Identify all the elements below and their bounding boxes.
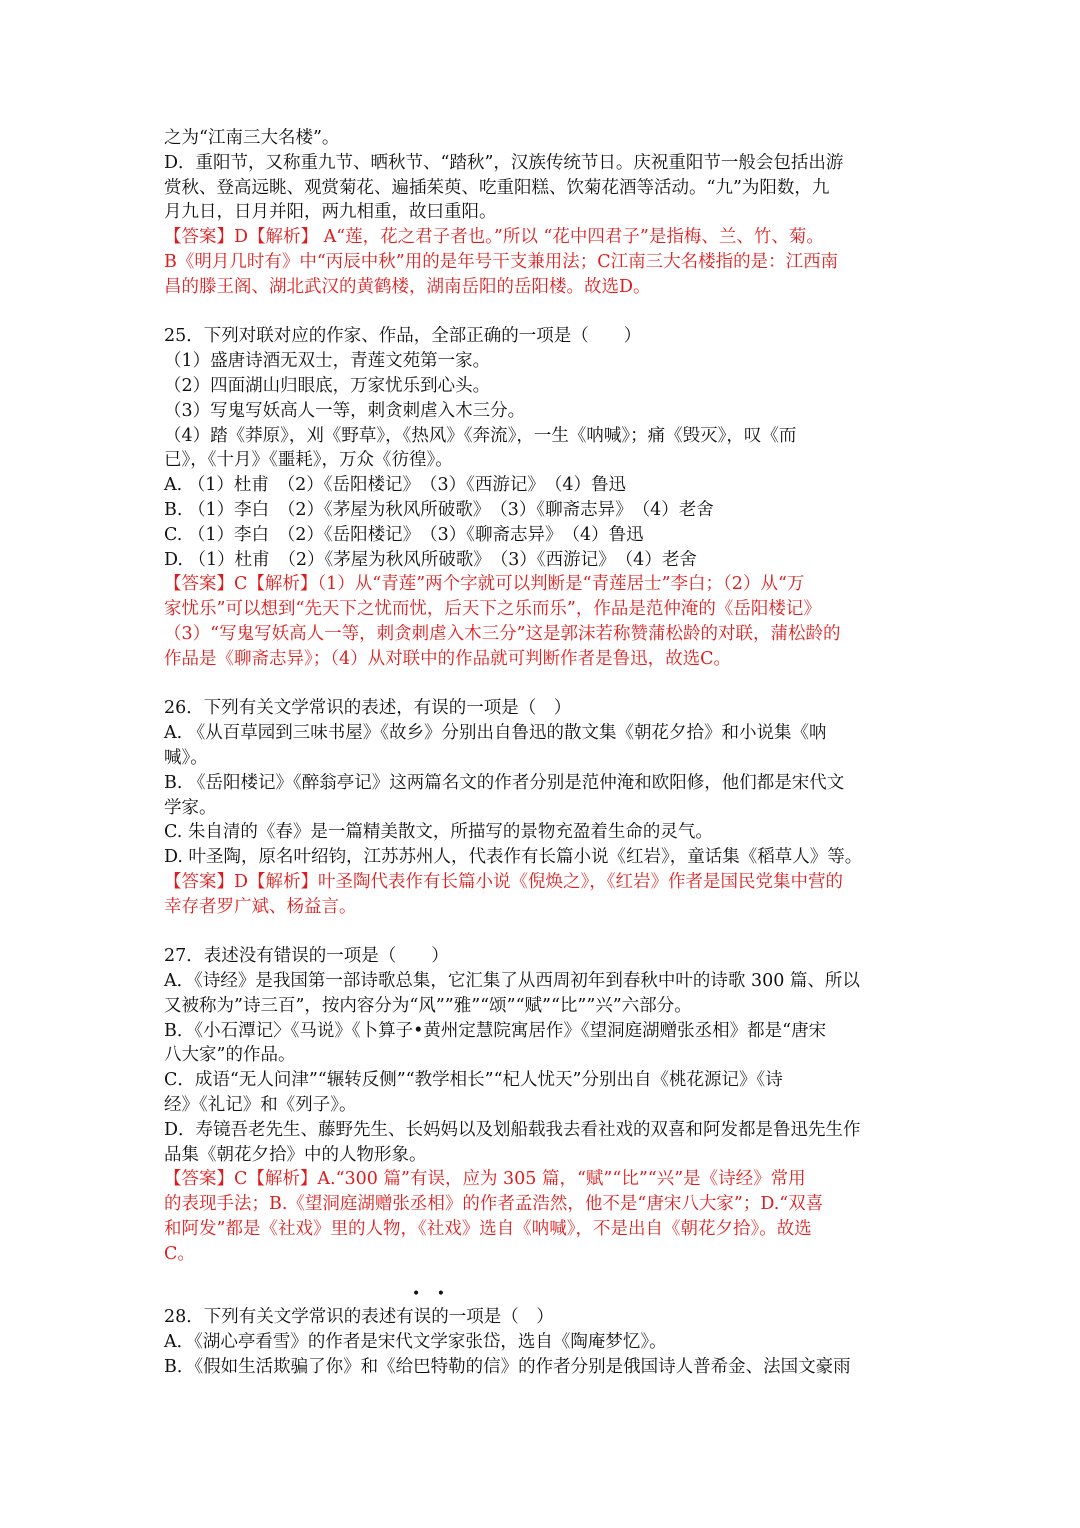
- answer-line: （3）“写鬼写妖高人一等，刺贪刺虐入木三分”这是郭沫若称赞蒲松龄的对联，蒲松龄的: [164, 623, 841, 644]
- answer-line: 幸存者罗广斌、杨益言。: [164, 896, 357, 917]
- answer-line: 的表现手法；B.《望洞庭湖赠张丞相》的作者孟浩然，他不是“唐宋八大家”；D.“双喜: [164, 1194, 824, 1215]
- text-line: 经》《礼记》和《列子》。: [164, 1095, 357, 1116]
- text-line: 赏秋、登高远眺、观赏菊花、遍插茱萸、吃重阳糕、饮菊花酒等活动。“九”为阳数，九: [164, 177, 830, 198]
- answer-line: 【答案】D【解析】叶圣陶代表作有长篇小说《倪焕之》，《红岩》作者是国民党集中营的: [164, 871, 844, 892]
- couplet-item: （1）盛唐诗酒无双士，青莲文苑第一家。: [164, 351, 491, 372]
- text-line: D．重阳节，又称重九节、晒秋节、“踏秋”，汉族传统节日。庆祝重阳节一般会包括出游: [164, 152, 844, 173]
- text-line: 八大家”的作品。: [164, 1045, 296, 1066]
- couplet-item: （3）写鬼写妖高人一等，刺贪刺虐入木三分。: [164, 400, 526, 421]
- answer-line: 【答案】D【解析】 A“莲，花之君子者也。”所以 “花中四君子”是指梅、兰、竹、菊。: [164, 227, 824, 248]
- answer-line: 【答案】C【解析】（1）从“青莲”两个字就可以判断是“青莲居士”李白；（2）从“万: [164, 574, 805, 595]
- document-page: [164, 126, 924, 1380]
- text-line: A．《诗经》是我国第一部诗歌总集，它汇集了从西周初年到春秋中叶的诗歌 300 篇、所以: [164, 971, 860, 992]
- answer-line: 家忧乐”可以想到“先天下之忧而忧，后天下之乐而乐”，作品是范仲淹的《岳阳楼记》: [164, 599, 821, 620]
- question-title: 28．下列有关文学常识的表述有误的一项是（ ）: [164, 1307, 554, 1328]
- option-a: A. （1）杜甫 （2）《岳阳楼记》 （3）《西游记》 （4）鲁迅: [164, 475, 627, 496]
- couplet-item: （4）踏《莽原》，刈《野草》，《热风》《奔流》，一生《呐喊》；痛《毁灭》，叹《而: [164, 425, 797, 446]
- question-title: 27．表述没有错误的一项是（ ）: [164, 946, 449, 967]
- option-d: D. （1）杜甫 （2）《茅屋为秋风所破歌》 （3）《西游记》 （4）老舍: [164, 549, 697, 570]
- text-line: A. 《从百草园到三味书屋》《故乡》分别出自鲁迅的散文集《朝花夕拾》和小说集《呐: [164, 723, 827, 744]
- answer-line: 【答案】C【解析】A.“300 篇”有误，应为 305 篇，“赋”“比”“兴”是《诗经》常用: [164, 1169, 806, 1190]
- option-c: C. （1）李白 （2）《岳阳楼记》 （3）《聊斋志异》 （4）鲁迅: [164, 524, 644, 545]
- answer-line: C。: [164, 1243, 195, 1264]
- text-line: 月九日，日月并阳，两九相重，故曰重阳。: [164, 202, 497, 223]
- text-line: 品集《朝花夕拾》中的人物形象。: [164, 1144, 427, 1165]
- answer-line: 作品是《聊斋志异》；（4）从对联中的作品就可判断作者是鲁迅，故选C。: [164, 648, 732, 669]
- text-line: 又被称为”诗三百”，按内容分为“风””雅”“颂”“赋”“比””兴”六部分。: [164, 995, 692, 1016]
- text-line: C．成语“无人问津”“辗转反侧”“教学相长”“杞人忧天”分别出自《桃花源记》《诗: [164, 1070, 783, 1091]
- question-28: [164, 1305, 924, 1379]
- couplet-item: （2）四面湖山归眼底，万家忧乐到心头。: [164, 375, 491, 396]
- text-line: A．《湖心亭看雪》的作者是宋代文学家张岱，选自《陶庵梦忆》。: [164, 1332, 667, 1353]
- question-title: 25．下列对联对应的作家、作品，全部正确的一项是（ ）: [164, 326, 642, 347]
- intro-block: [164, 126, 924, 300]
- couplet-item: 已》，《十月》《噩耗》，万众《彷徨》。: [164, 450, 453, 471]
- question-26: [164, 696, 924, 919]
- answer-line: 昌的滕王阁、湖北武汉的黄鹤楼，湖南岳阳的岳阳楼。故选D。: [164, 276, 651, 297]
- text-line: D. 叶圣陶，原名叶绍钧，江苏苏州人，代表作有长篇小说《红岩》，童话集《稻草人》等。: [164, 847, 863, 868]
- text-line: 学家。: [164, 797, 217, 818]
- answer-line: B《明月几时有》中“丙辰中秋”用的是年号干支兼用法；C江南三大名楼指的是：江西南: [164, 251, 839, 272]
- text-line: D．寿镜吾老先生、藤野先生、长妈妈以及划船载我去看社戏的双喜和阿发都是鲁迅先生作: [164, 1119, 861, 1140]
- question-27: [164, 944, 924, 1266]
- option-b: B. （1）李白 （2）《茅屋为秋风所破歌》 （3）《聊斋志异》 （4）老舍: [164, 499, 714, 520]
- question-title: 26．下列有关文学常识的表述，有误的一项是（ ）: [164, 698, 572, 719]
- separator-dots: • •: [412, 1286, 451, 1302]
- answer-line: 和阿发”都是《社戏》里的人物，《社戏》选自《呐喊》，不是出自《朝花夕拾》。故选: [164, 1219, 812, 1240]
- text-line: B．《假如生活欺骗了你》和《给巴特勒的信》的作者分别是俄国诗人普希金、法国文豪雨: [164, 1357, 851, 1378]
- text-line: B．《小石潭记〉《马说》《卜算子•黄州定慧院寓居作》《望洞庭湖赠张丞相》都是“唐宋: [164, 1020, 827, 1041]
- question-25: [164, 324, 924, 671]
- text-line: B. 《岳阳楼记》《醉翁亭记》这两篇名文的作者分别是范仲淹和欧阳修，他们都是宋代文: [164, 772, 845, 793]
- text-line: C. 朱自清的《春》是一篇精美散文，所描写的景物充盈着生命的灵气。: [164, 822, 713, 843]
- text-line: 之为“江南三大名楼”。: [164, 128, 340, 148]
- text-line: 喊》。: [164, 747, 208, 768]
